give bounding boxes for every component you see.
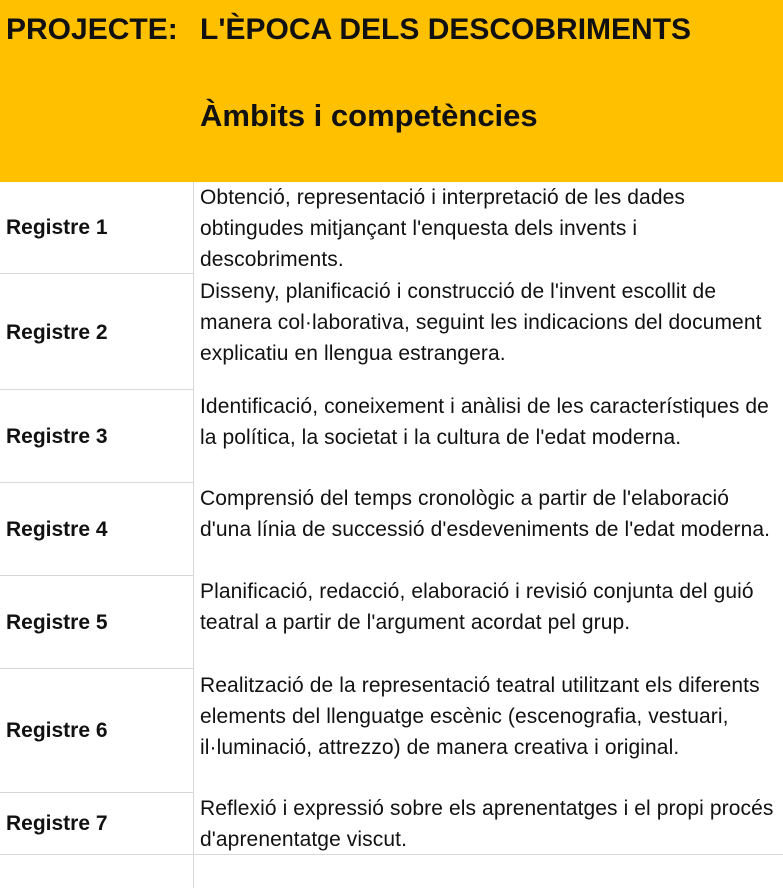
register-label: Registre 5 — [6, 611, 108, 634]
row-divider — [0, 389, 193, 390]
section-subtitle: Àmbits i competències — [200, 98, 538, 133]
project-title: L'ÈPOCA DELS DESCOBRIMENTS — [200, 13, 692, 46]
register-description: Disseny, planificació i construcció de l'invent escollit de manera col·laborativa, seguint les indicacions del document explicatiu en llengua estrangera. — [200, 280, 762, 365]
row-divider — [0, 792, 193, 793]
register-description: Comprensió del temps cronològic a partir de l'elaboració d'una línia de successió d'esdeveniments de l'edat moderna. — [200, 487, 771, 541]
register-description: Planificació, redacció, elaboració i revisió conjunta del guió teatral a partir de l'argument acordat pel grup. — [200, 580, 754, 634]
register-label: Registre 7 — [6, 812, 108, 835]
register-label: Registre 3 — [6, 425, 108, 448]
register-description: Obtenció, representació i interpretació de les dades obtingudes mitjançant l'enquesta dels invents i descobriments. — [200, 186, 685, 271]
register-description: Reflexió i expressió sobre els aprenentatges i el propi procés d'aprenentatge viscut. — [200, 797, 774, 851]
register-label: Registre 6 — [6, 719, 108, 742]
row-divider — [0, 668, 193, 669]
register-label: Registre 2 — [6, 321, 108, 344]
register-description: Identificació, coneixement i anàlisi de les característiques de la política, la societat i la cultura de l'edat moderna. — [200, 395, 769, 449]
register-description: Realització de la representació teatral utilitzant els diferents elements del llenguatge escènic (escenografia, vestuari, il·luminació, attrezzo) de manera creativa i original. — [200, 674, 760, 759]
header-band — [0, 0, 783, 182]
row-divider — [0, 273, 193, 274]
register-label: Registre 4 — [6, 518, 108, 541]
column-divider — [193, 182, 194, 888]
row-divider — [0, 575, 193, 576]
register-label: Registre 1 — [6, 216, 108, 239]
project-label: PROJECTE: — [6, 13, 178, 46]
row-divider — [0, 482, 193, 483]
